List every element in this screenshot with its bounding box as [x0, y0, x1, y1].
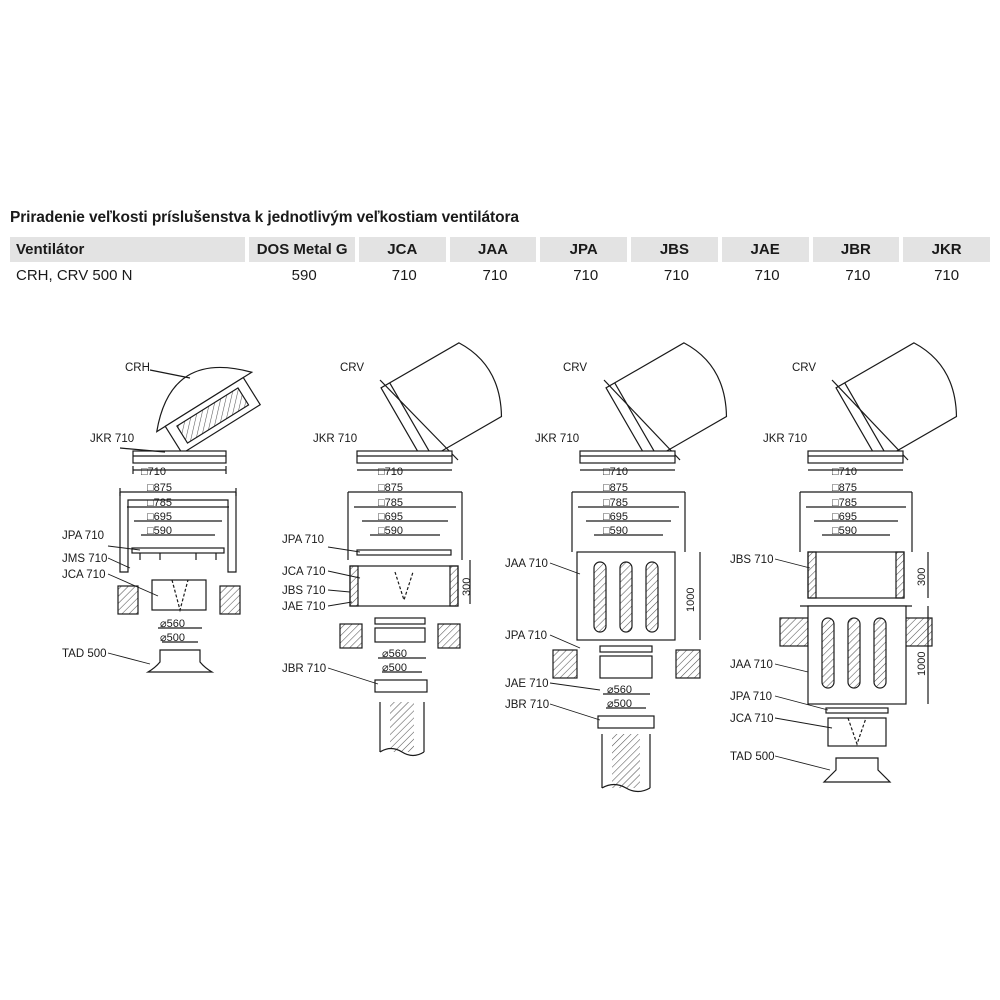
dim-590: □590 — [147, 525, 172, 537]
dim-300: 300 — [461, 577, 473, 596]
label-jca: JCA 710 — [282, 566, 326, 578]
table-cell: 590 — [291, 266, 317, 284]
col-header: JPA — [540, 237, 631, 262]
dim-560: ⌀560 — [607, 684, 632, 696]
dim-560: ⌀560 — [160, 618, 185, 630]
col-header: JBR — [813, 237, 904, 262]
table-cell: 710 — [391, 266, 417, 284]
label-jkr: JKR 710 — [763, 433, 808, 445]
label-jbr: JBR 710 — [505, 699, 550, 711]
table-cell: 710 — [663, 266, 689, 284]
dim-785: □785 — [378, 497, 403, 509]
dim-1000: 1000 — [916, 651, 928, 676]
dim-710: □710 — [603, 466, 628, 478]
label-jpa: JPA 710 — [282, 534, 324, 546]
dim-785: □785 — [832, 497, 857, 509]
label-jms: JMS 710 — [62, 553, 108, 565]
table-cell: 710 — [754, 266, 780, 284]
label-tad: TAD 500 — [730, 751, 775, 763]
table-cell: 710 — [845, 266, 871, 284]
dim-500: ⌀500 — [607, 698, 632, 710]
label-jpa: JPA 710 — [505, 630, 547, 642]
dim-785: □785 — [603, 497, 628, 509]
page-title: Priradenie veľkosti príslušenstva k jednotlivým veľkostiam ventilátora — [10, 209, 519, 226]
dim-590: □590 — [832, 525, 857, 537]
label-fan-crv: CRV — [563, 362, 588, 374]
dim-300: 300 — [916, 567, 928, 586]
col-header: JKR — [903, 237, 990, 262]
col-header: JAE — [722, 237, 813, 262]
label-jkr: JKR 710 — [313, 433, 358, 445]
label-fan-crv: CRV — [340, 362, 365, 374]
dim-590: □590 — [603, 525, 628, 537]
dim-695: □695 — [378, 511, 403, 523]
label-fan-crv: CRV — [792, 362, 817, 374]
label-jaa: JAA 710 — [505, 558, 548, 570]
dim-875: □875 — [603, 482, 628, 494]
dim-710: □710 — [141, 466, 166, 478]
dim-710: □710 — [378, 466, 403, 478]
label-tad: TAD 500 — [62, 648, 107, 660]
fan-crv-shape — [381, 337, 512, 462]
col-header: Ventilátor — [10, 237, 249, 262]
col-header: JAA — [450, 237, 541, 262]
dim-695: □695 — [603, 511, 628, 523]
dim-875: □875 — [832, 482, 857, 494]
label-jpa: JPA 710 — [730, 691, 772, 703]
dim-785: □785 — [147, 497, 172, 509]
table-cell: 710 — [482, 266, 508, 284]
label-jpa: JPA 710 — [62, 530, 104, 542]
diagram-crv-1 — [340, 337, 512, 756]
table-cell: 710 — [934, 266, 960, 284]
label-jbr: JBR 710 — [282, 663, 327, 675]
label-jbs: JBS 710 — [730, 554, 774, 566]
label-jae: JAE 710 — [282, 601, 326, 613]
label-jaa: JAA 710 — [730, 659, 773, 671]
diagram-crv-2 — [553, 337, 737, 792]
diagram-crh — [118, 346, 269, 672]
label-jbs: JBS 710 — [282, 585, 326, 597]
label-jca: JCA 710 — [730, 713, 774, 725]
dim-1000: 1000 — [685, 587, 697, 612]
dim-710: □710 — [832, 466, 857, 478]
table-cell: CRH, CRV 500 N — [16, 266, 133, 284]
diagram-crv-3 — [780, 337, 967, 782]
label-fan-crh: CRH — [125, 362, 150, 374]
dim-695: □695 — [832, 511, 857, 523]
dim-875: □875 — [378, 482, 403, 494]
dim-500: ⌀500 — [382, 662, 407, 674]
table-cell: 710 — [573, 266, 599, 284]
col-header: DOS Metal G — [249, 237, 359, 262]
label-jkr: JKR 710 — [90, 433, 135, 445]
col-header: JCA — [359, 237, 450, 262]
dim-500: ⌀500 — [160, 632, 185, 644]
label-jca: JCA 710 — [62, 569, 106, 581]
dim-560: ⌀560 — [382, 648, 407, 660]
fan-crh-shape — [140, 346, 268, 459]
col-header: JBS — [631, 237, 722, 262]
dim-695: □695 — [147, 511, 172, 523]
label-jae: JAE 710 — [505, 678, 549, 690]
dim-590: □590 — [378, 525, 403, 537]
label-jkr: JKR 710 — [535, 433, 580, 445]
dim-875: □875 — [147, 482, 172, 494]
